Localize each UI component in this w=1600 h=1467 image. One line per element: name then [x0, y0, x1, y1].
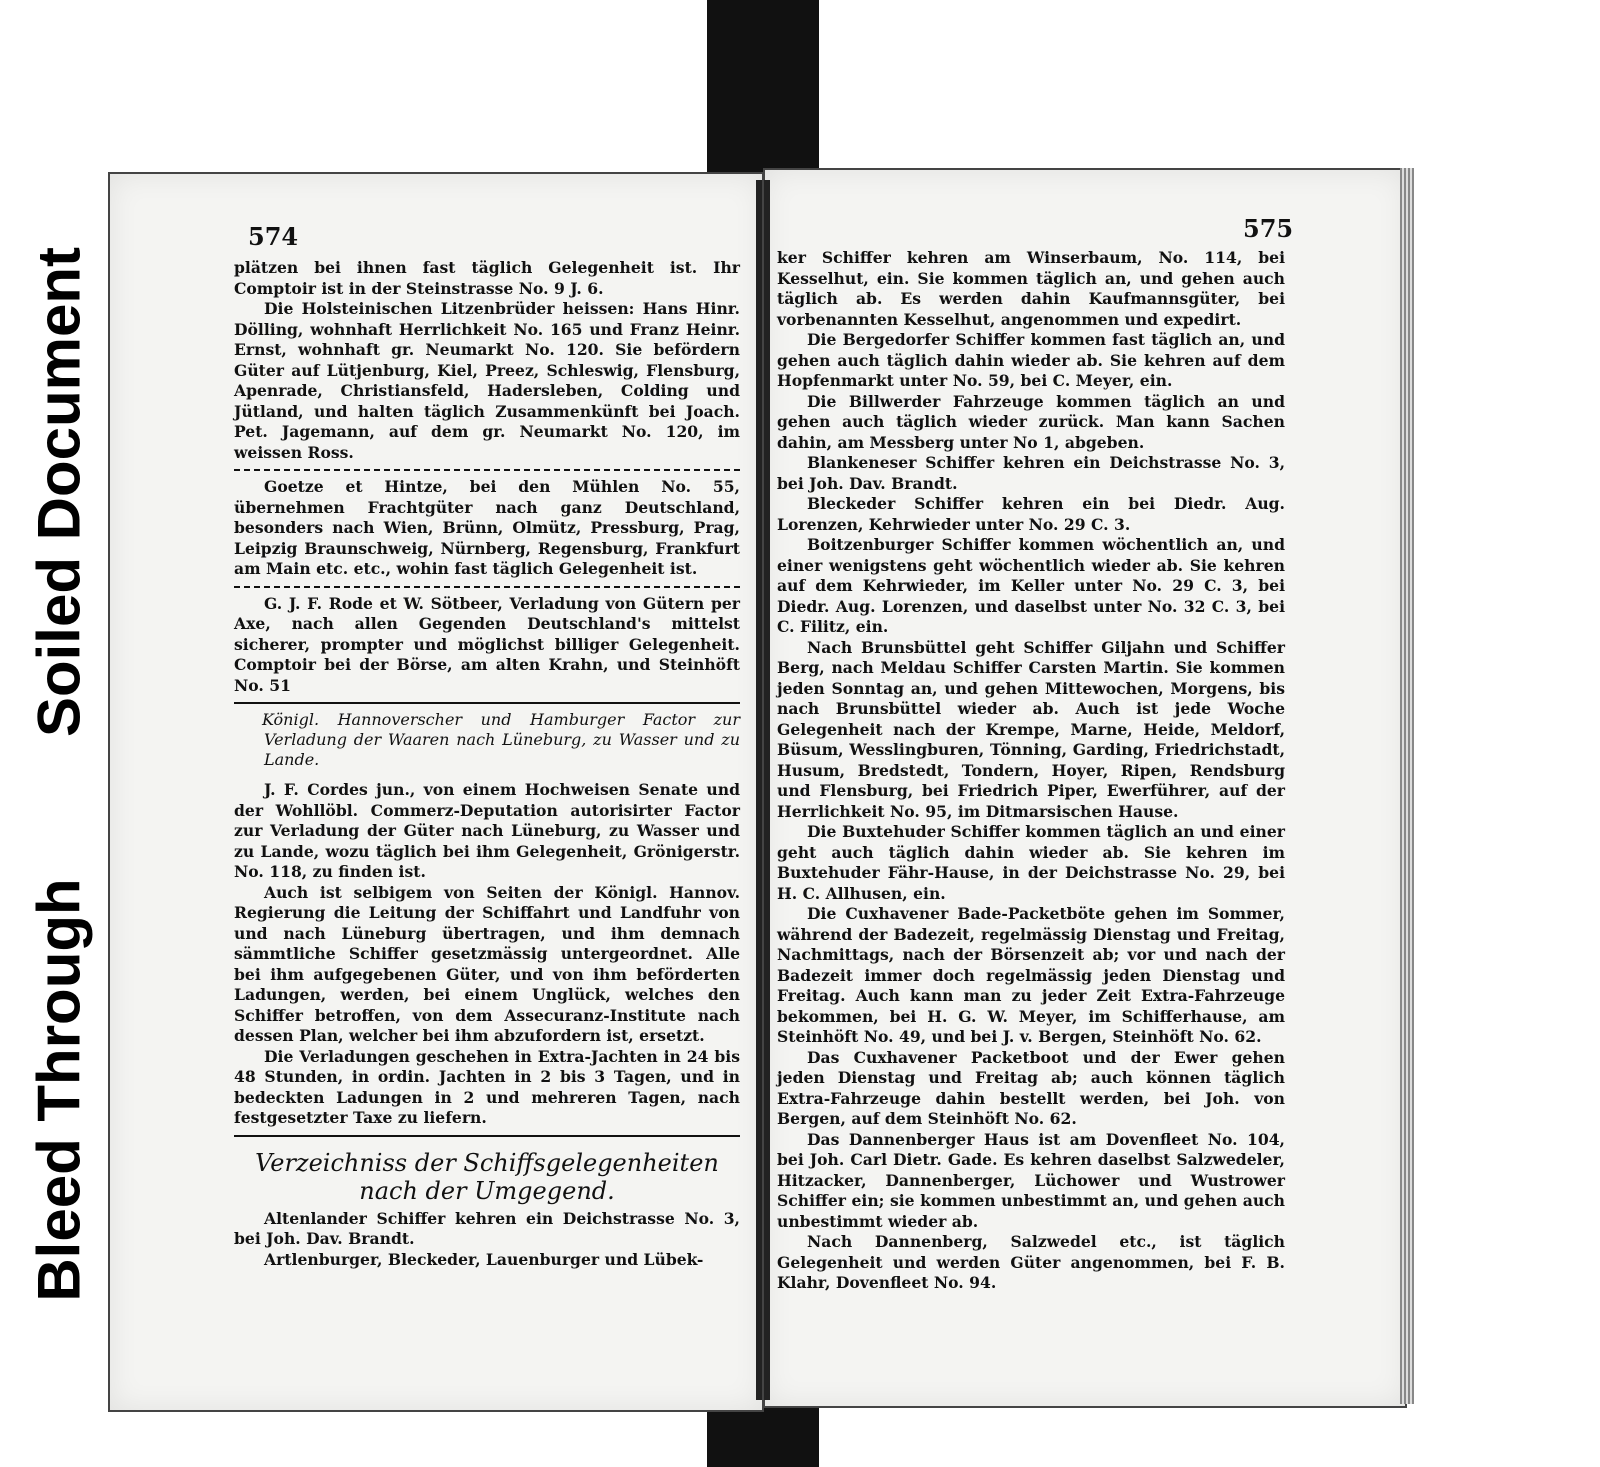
section-heading: Verzeichniss der Schiffsgelegenheiten nach der Umgegend.: [255, 1148, 719, 1205]
label-bleed-text: Bleed Through: [25, 878, 93, 1302]
paragraph: G. J. F. Rode et W. Sötbeer, Verladung von Gütern per Axe, nach allen Gegenden Deutschland's mittelst sicherer, prompter und möglichst billiger Gelegenheit. Comptoir bei der Börse, am alten Krahn, und Steinhöft No. 51: [234, 593, 740, 695]
paragraph: Nach Brunsbüttel geht Schiffer Giljahn und Schiffer Berg, nach Meldau Schiffer Carsten Martin. Sie kommen jeden Sonntag an, und gehen Mittewochen, Morgens, bis nach Brunsbüttel wieder ab. Auch ist jede Woche Gelegenheit nach der Krempe, Marne, Heide, Meldorf, Büsum, Wesslingburen, Tönning, Garding, Friedrichstadt, Husum, Bredstedt, Tondern, Hoyer, Ripen, Rendsburg und Flensburg, bei Friedrich Piper, Ewerführer, auf der Herrlichkeit No. 95, im Ditmarsischen Hause.: [777, 637, 1285, 821]
paragraph: Die Verladungen geschehen in Extra-Jachten in 24 bis 48 Stunden, in ordin. Jachten in 2 bis 3 Tagen, und in bedeckten Ladungen in 2 und mehreren Tagen, nach festgesetzter Taxe zu liefern.: [234, 1046, 740, 1127]
book-gutter-left: [756, 180, 762, 1400]
paragraph: Die Cuxhavener Bade-Packetböte gehen im Sommer, während der Badezeit, regelmässig Dienstag und Freitag, Nachmittags, nach der Börsenzeit ab; vor und nach der Badezeit immer doch regelmässig jeden Dienstag und Freitag. Auch kann man zu jeder Zeit Extra-Fahrzeuge bekommen, bei H. G. W. Meyer, im Schifferhause, am Steinhöft No. 49, und bei J. v. Bergen, Steinhöft No. 62.: [777, 904, 1285, 1046]
left-page-number: 574: [248, 222, 299, 251]
paragraph: Boitzenburger Schiffer kommen wöchentlich an, und einer wenigstens geht wöchentlich wieder ab. Sie kehren auf dem Kehrwieder, im Keller unter No. 29 C. 3, bei Diedr. Aug. Lorenzen, und daselbst unter No. 32 C. 3, bei C. Filitz, ein.: [777, 535, 1285, 636]
paragraph: ker Schiffer kehren am Winserbaum, No. 114, bei Kesselhut, ein. Sie kommen täglich an, und gehen auch täglich ab. Es werden dahin Kaufmannsgüter, bei vorbenannten Kesselhut, angenommen und expedirt.: [777, 248, 1285, 329]
paragraph: Auch ist selbigem von Seiten der Königl. Hannov. Regierung die Leitung der Schiffahrt und Landfuhr von und nach Lüneburg übertragen, und ihm demnach sämmtliche Schiffer gesetzmässig untergeordnet. Alle bei ihm aufgegebenen Güter, und von ihm beförderten Ladungen, werden, bei einem Unglück, welches den Schiffer betroffen, von dem Assecuranz-Institute nach dessen Plan, welcher bei ihm abzufordern ist, ersetzt.: [234, 882, 740, 1045]
divider: [234, 469, 740, 471]
paragraph: Bleckeder Schiffer kehren ein bei Diedr. Aug. Lorenzen, Kehrwieder unter No. 29 C. 3.: [777, 494, 1285, 534]
paragraph: Das Cuxhavener Packetboot und der Ewer gehen jeden Dienstag und Freitag ab; auch können täglich Extra-Fahrzeuge dahin bestellt werden, bei Joh. von Bergen, auf dem Steinhöft No. 62.: [777, 1047, 1285, 1128]
label-soiled-text: Soiled Document: [25, 246, 93, 738]
page-edge-right: [1400, 168, 1414, 1404]
right-page-number: 575: [1243, 214, 1294, 243]
paragraph: Blankeneser Schiffer kehren ein Deichstrasse No. 3, bei Joh. Dav. Brandt.: [777, 453, 1285, 493]
paragraph: Die Buxtehuder Schiffer kommen täglich an und einer geht auch täglich dahin wieder ab. Sie kehren im Buxtehuder Fähr-Hause, in der Deichstrasse No. 29, bei H. C. Allhusen, ein.: [777, 822, 1285, 903]
paragraph: Das Dannenberger Haus ist am Dovenfleet No. 104, bei Joh. Carl Dietr. Gade. Es kehren daselbst Salzwedeler, Hitzacker, Dannenberger, Lüchower und Wustrower Schiffer ein; sie kommen unbestimmt an, und gehen auch unbestimmt wieder ab.: [777, 1129, 1285, 1231]
divider: [234, 586, 740, 588]
paragraph: Artlenburger, Bleckeder, Lauenburger und Lübek-: [264, 1249, 704, 1269]
paragraph: Altenlander Schiffer kehren ein Deichstrasse No. 3, bei Joh. Dav. Brandt.: [234, 1208, 740, 1248]
paragraph: J. F. Cordes jun., von einem Hochweisen Senate und der Wohllöbl. Commerz-Deputation autorisirter Factor zur Verladung der Güter nach Lüneburg, zu Wasser und zu Lande, wozu täglich bei ihm Gelegenheit, Grönigerstr. No. 118, zu finden ist.: [234, 780, 740, 881]
paragraph: Die Holsteinischen Litzenbrüder heissen: Hans Hinr. Dölling, wohnhaft Herrlichkeit No. 165 und Franz Heinr. Ernst, wohnhaft gr. Neumarkt No. 120. Sie befördern Güter auf Lütjenburg, Kiel, Preez, Schleswig, Flensburg, Apenrade, Christiansfeld, Hadersleben, Colding und Jütland, und halten täglich Zusammenkünft bei Joach. Pet. Jagemann, auf dem gr. Neumarkt No. 120, im weissen Ross.: [234, 299, 740, 462]
divider: [234, 1135, 740, 1137]
left-page: [108, 172, 764, 1412]
factor-heading: Königl. Hannoverscher und Hamburger Factor zur Verladung der Waaren nach Lüneburg, zu Wasser und zu Lande.: [262, 710, 740, 769]
book-gutter-right: [764, 180, 770, 1400]
label-bleed-through: [0, 840, 118, 1340]
paragraph: Die Billwerder Fahrzeuge kommen täglich an und gehen auch täglich wieder zurück. Man kann Sachen dahin, am Messberg unter No 1, abgeben.: [777, 391, 1285, 452]
label-soiled-document: [0, 222, 118, 762]
paragraph: Die Bergedorfer Schiffer kommen fast täglich an, und gehen auch täglich dahin wieder ab. Sie kehren auf dem Hopfenmarkt unter No. 59, bei C. Meyer, ein.: [777, 330, 1285, 390]
divider: [234, 702, 740, 704]
paragraph: Nach Dannenberg, Salzwedel etc., ist täglich Gelegenheit und werden Güter angenommen, bei F. B. Klahr, Dovenfleet No. 94.: [777, 1232, 1285, 1292]
right-page-text: [777, 248, 1285, 1294]
right-page: [763, 168, 1407, 1408]
paragraph: plätzen bei ihnen fast täglich Gelegenheit ist. Ihr Comptoir ist in der Steinstrasse No. 9 J. 6.: [234, 258, 740, 298]
left-page-text: [234, 258, 740, 1270]
paragraph: Goetze et Hintze, bei den Mühlen No. 55, übernehmen Frachtgüter nach ganz Deutschland, besonders nach Wien, Brünn, Olmütz, Pressburg, Prag, Leipzig Braunschweig, Nürnberg, Regensburg, Frankfurt am Main etc. etc., wohin fast täglich Gelegenheit ist.: [234, 477, 740, 578]
